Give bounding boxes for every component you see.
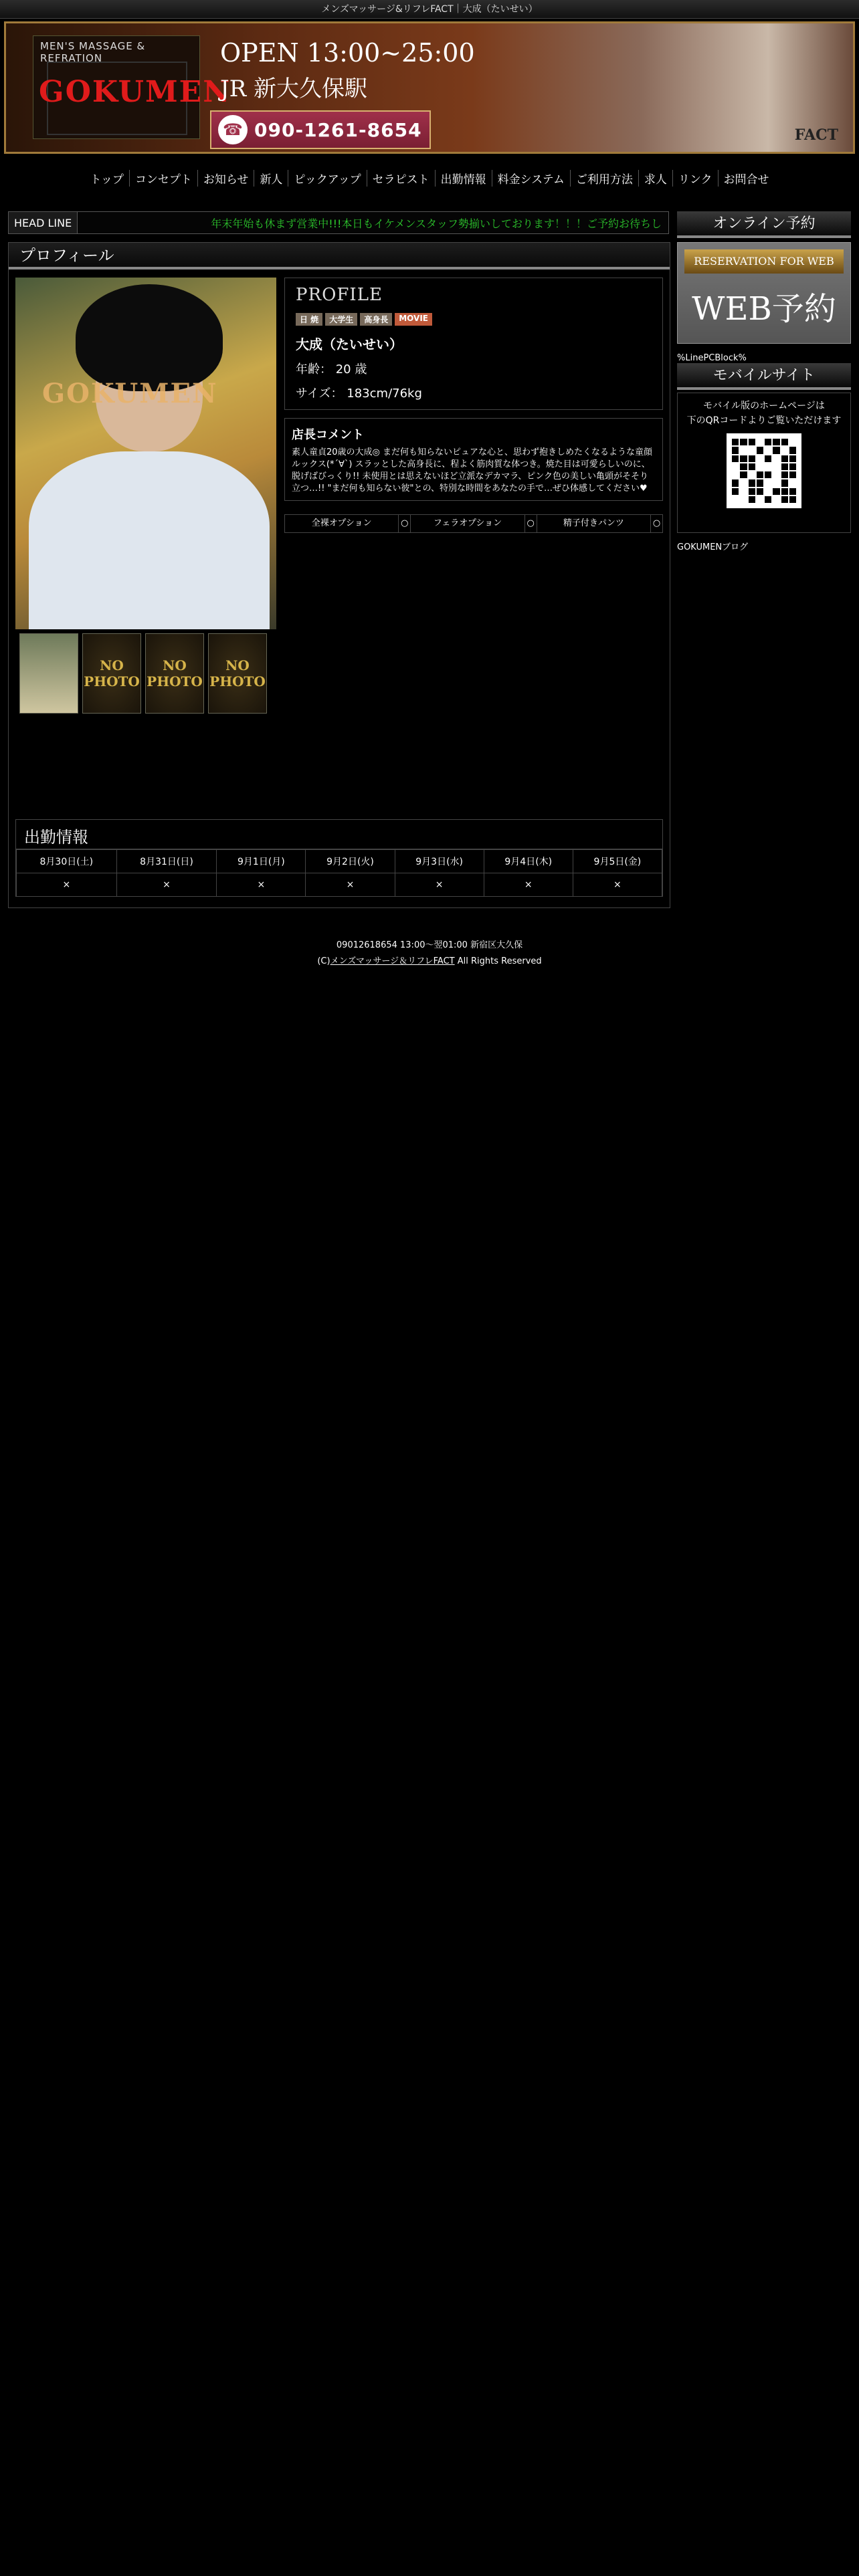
logo-brand: GOKUMEN <box>39 75 231 109</box>
line-block-placeholder: %LinePCBlock% <box>677 353 747 363</box>
qr-cell <box>757 488 763 495</box>
logo <box>33 35 231 139</box>
web-reservation-button[interactable] <box>677 242 851 344</box>
phone-button[interactable] <box>210 110 431 149</box>
schedule-day: 8月30日(土) <box>17 850 117 873</box>
profile-box <box>284 278 663 410</box>
option-mark: ○ <box>398 515 410 532</box>
copyright-prefix: (C) <box>317 956 330 966</box>
qr-cell <box>765 439 771 445</box>
schedule-mark: × <box>217 873 306 897</box>
qr-cell <box>773 488 779 495</box>
qr-cell <box>749 439 755 445</box>
copyright-link[interactable]: メンズマッサージ＆リフレFACT <box>330 956 455 966</box>
option-name: 全裸オプション <box>311 518 372 528</box>
logo-subtitle: MEN'S MASSAGE & REFRATION <box>40 40 146 64</box>
mobile-site-title: モバイルサイト <box>677 363 851 390</box>
profile-section <box>8 242 670 908</box>
qr-cell <box>765 455 771 462</box>
nav-price[interactable]: 料金システム <box>492 170 570 187</box>
qr-cell <box>740 488 747 495</box>
schedule-mark: × <box>306 873 395 897</box>
qr-cell <box>765 479 771 486</box>
nav-news[interactable]: お知らせ <box>197 170 254 187</box>
headline-label: HEAD LINE <box>9 212 78 233</box>
qr-cell <box>789 455 796 462</box>
qr-cell <box>749 447 755 453</box>
qr-cell <box>740 447 747 453</box>
size-row <box>296 384 652 401</box>
nav-therapist[interactable]: セラピスト <box>367 170 435 187</box>
schedule-table <box>16 849 662 897</box>
mobile-text-line2: 下のQRコードよりご覧いただけます <box>686 415 842 426</box>
photo-watermark: GOKUMEN <box>42 378 218 409</box>
qr-cell <box>757 447 763 453</box>
qr-cell <box>757 439 763 445</box>
qr-cell <box>773 471 779 478</box>
qr-cell <box>765 496 771 503</box>
tag-tall: 高身長 <box>360 313 392 326</box>
option-mark: ○ <box>524 515 537 532</box>
copyright-suffix: All Rights Reserved <box>454 956 542 966</box>
schedule-mark: × <box>17 873 117 897</box>
qr-cell <box>781 463 788 470</box>
sidebar <box>677 211 851 552</box>
qr-cell <box>781 488 788 495</box>
options-table <box>284 514 663 533</box>
schedule-mark: × <box>116 873 217 897</box>
qr-cell <box>732 479 739 486</box>
qr-cell <box>773 439 779 445</box>
schedule-mark: × <box>395 873 484 897</box>
mobile-site-box <box>677 393 851 533</box>
photo-shirt <box>29 451 270 629</box>
nav-guide[interactable]: ご利用方法 <box>570 170 638 187</box>
qr-cell <box>749 496 755 503</box>
qr-cell <box>773 479 779 486</box>
mobile-text-line1: モバイル版のホームページは <box>703 401 825 411</box>
thumbnail-3[interactable]: NO PHOTO <box>145 633 204 714</box>
qr-cell <box>789 463 796 470</box>
qr-cell <box>740 439 747 445</box>
qr-cell <box>757 463 763 470</box>
schedule-title: 出勤情報 <box>16 820 662 849</box>
qr-cell <box>773 455 779 462</box>
qr-cell <box>765 447 771 453</box>
headline-ticker: 年末年始も休まず営業中!!!本日もイケメンスタッフ勢揃いしております！！！ご予約お待ちし <box>211 217 662 230</box>
qr-cell <box>781 479 788 486</box>
qr-cell <box>732 463 739 470</box>
age-value: 20 歳 <box>335 362 367 377</box>
option-item <box>537 515 662 532</box>
qr-cell <box>732 488 739 495</box>
page-title: メンズマッサージ&リフレFACT｜大成（たいせい） <box>321 4 538 15</box>
footer-copyright <box>0 954 859 970</box>
profile-tags <box>296 313 652 326</box>
web-reservation-top: RESERVATION FOR WEB <box>684 249 844 274</box>
nav-recruit[interactable]: 求人 <box>638 170 672 187</box>
schedule-day: 9月4日(木) <box>484 850 573 873</box>
nav-newcomer[interactable]: 新人 <box>254 170 288 187</box>
qr-cell <box>765 471 771 478</box>
qr-cell <box>749 488 755 495</box>
top-title-bar <box>0 0 859 19</box>
nav-links[interactable]: リンク <box>672 170 718 187</box>
profile-heading: PROFILE <box>296 285 383 305</box>
tag-student: 大学生 <box>325 313 357 326</box>
qr-cell <box>757 496 763 503</box>
qr-cell <box>781 471 788 478</box>
qr-cell <box>789 488 796 495</box>
qr-cell <box>740 496 747 503</box>
open-hours: OPEN 13:00~25:00 <box>220 38 475 68</box>
qr-cell <box>757 479 763 486</box>
therapist-photo[interactable] <box>15 278 276 629</box>
nav-schedule[interactable]: 出勤情報 <box>435 170 492 187</box>
blog-link[interactable]: GOKUMENブログ <box>677 542 749 552</box>
qr-cell <box>789 447 796 453</box>
qr-cell <box>789 439 796 445</box>
age-label: 年齢： <box>296 362 332 377</box>
qr-cell <box>740 463 747 470</box>
size-label: サイズ： <box>296 387 343 401</box>
qr-cell <box>749 455 755 462</box>
qr-cell <box>757 455 763 462</box>
photo-hair <box>76 284 223 391</box>
qr-cell <box>732 496 739 503</box>
web-reservation-label: WEB予約 <box>692 290 836 328</box>
thumbnail-1[interactable] <box>19 633 78 714</box>
schedule-day: 9月2日(火) <box>306 850 395 873</box>
schedule-marks-row <box>17 873 662 897</box>
qr-cell <box>732 447 739 453</box>
mobile-text <box>678 399 850 428</box>
qr-cell <box>765 463 771 470</box>
qr-cell <box>789 496 796 503</box>
footer-info: 09012618654 13:00〜翌01:00 新宿区大久保 <box>336 940 523 950</box>
age-row <box>296 360 652 377</box>
schedule-days-row <box>17 850 662 873</box>
option-item <box>285 515 411 532</box>
size-value: 183cm/76kg <box>347 387 422 401</box>
qr-cell <box>781 439 788 445</box>
schedule-mark: × <box>484 873 573 897</box>
qr-cell <box>789 471 796 478</box>
schedule-day: 9月3日(水) <box>395 850 484 873</box>
nav-pickup[interactable]: ピックアップ <box>288 170 366 187</box>
comment-text: 素人童貞20歳の大成◎ まだ何も知らないピュアな心と、思わず抱きしめたくなるような童顔ルックス(*´∀`) スラッとした高身長に、程よく筋肉質な体つき。焼た目は可愛らしいのに、脱げばびっくり!! 未使用とは思えないほど立派なデカマラ、ピンク色の美しい亀頭がそそり立つ…!! "まだ何も知らない彼"との、特別な時間をあなたの手で…ぜひ体感してください♥ <box>292 447 653 494</box>
qr-cell <box>732 439 739 445</box>
tag-tan: 日 焼 <box>296 313 322 326</box>
qr-cell <box>773 463 779 470</box>
qr-cell <box>749 471 755 478</box>
header-banner[interactable] <box>4 21 855 154</box>
phone-icon: ☎ <box>218 115 248 144</box>
schedule-box <box>15 819 663 897</box>
qr-cell <box>781 447 788 453</box>
option-name: フェラオプション <box>433 518 502 528</box>
qr-cell <box>740 455 747 462</box>
therapist-name: 大成（たいせい） <box>296 336 403 352</box>
phone-number: 090-1261-8654 <box>254 118 422 141</box>
qr-cell <box>732 471 739 478</box>
schedule-day: 8月31日(日) <box>116 850 217 873</box>
schedule-mark: × <box>573 873 662 897</box>
photo-thumbnails <box>19 633 267 714</box>
schedule-day: 9月5日(金) <box>573 850 662 873</box>
thumbnail-4[interactable]: NO PHOTO <box>208 633 267 714</box>
qr-cell <box>732 455 739 462</box>
nav-top[interactable]: トップ <box>90 173 124 187</box>
qr-cell <box>740 479 747 486</box>
qr-cell <box>781 496 788 503</box>
option-name: 精子付きパンツ <box>563 518 624 528</box>
qr-code <box>727 433 801 508</box>
comment-title: 店長コメント <box>292 428 364 442</box>
nav-concept[interactable]: コンセプト <box>129 170 197 187</box>
online-reservation-title: オンライン予約 <box>677 211 851 238</box>
tag-movie[interactable]: MOVIE <box>395 313 432 326</box>
manager-comment <box>284 418 663 501</box>
schedule-day: 9月1日(月) <box>217 850 306 873</box>
qr-cell <box>740 471 747 478</box>
qr-cell <box>781 455 788 462</box>
headline-bar <box>8 211 669 234</box>
qr-cell <box>765 488 771 495</box>
qr-cell <box>789 479 796 486</box>
qr-cell <box>773 447 779 453</box>
qr-cell <box>773 496 779 503</box>
option-item <box>411 515 537 532</box>
qr-cell <box>749 479 755 486</box>
nav-contact[interactable]: お問合せ <box>718 170 775 187</box>
station: JR 新大久保駅 <box>220 76 368 102</box>
fact-logo: FACT <box>794 126 838 144</box>
qr-cell <box>757 471 763 478</box>
qr-cell <box>749 463 755 470</box>
option-mark: ○ <box>650 515 662 532</box>
section-title: プロフィール <box>9 243 670 270</box>
footer <box>0 938 859 970</box>
thumbnail-2[interactable]: NO PHOTO <box>82 633 141 714</box>
main-nav <box>0 170 859 187</box>
